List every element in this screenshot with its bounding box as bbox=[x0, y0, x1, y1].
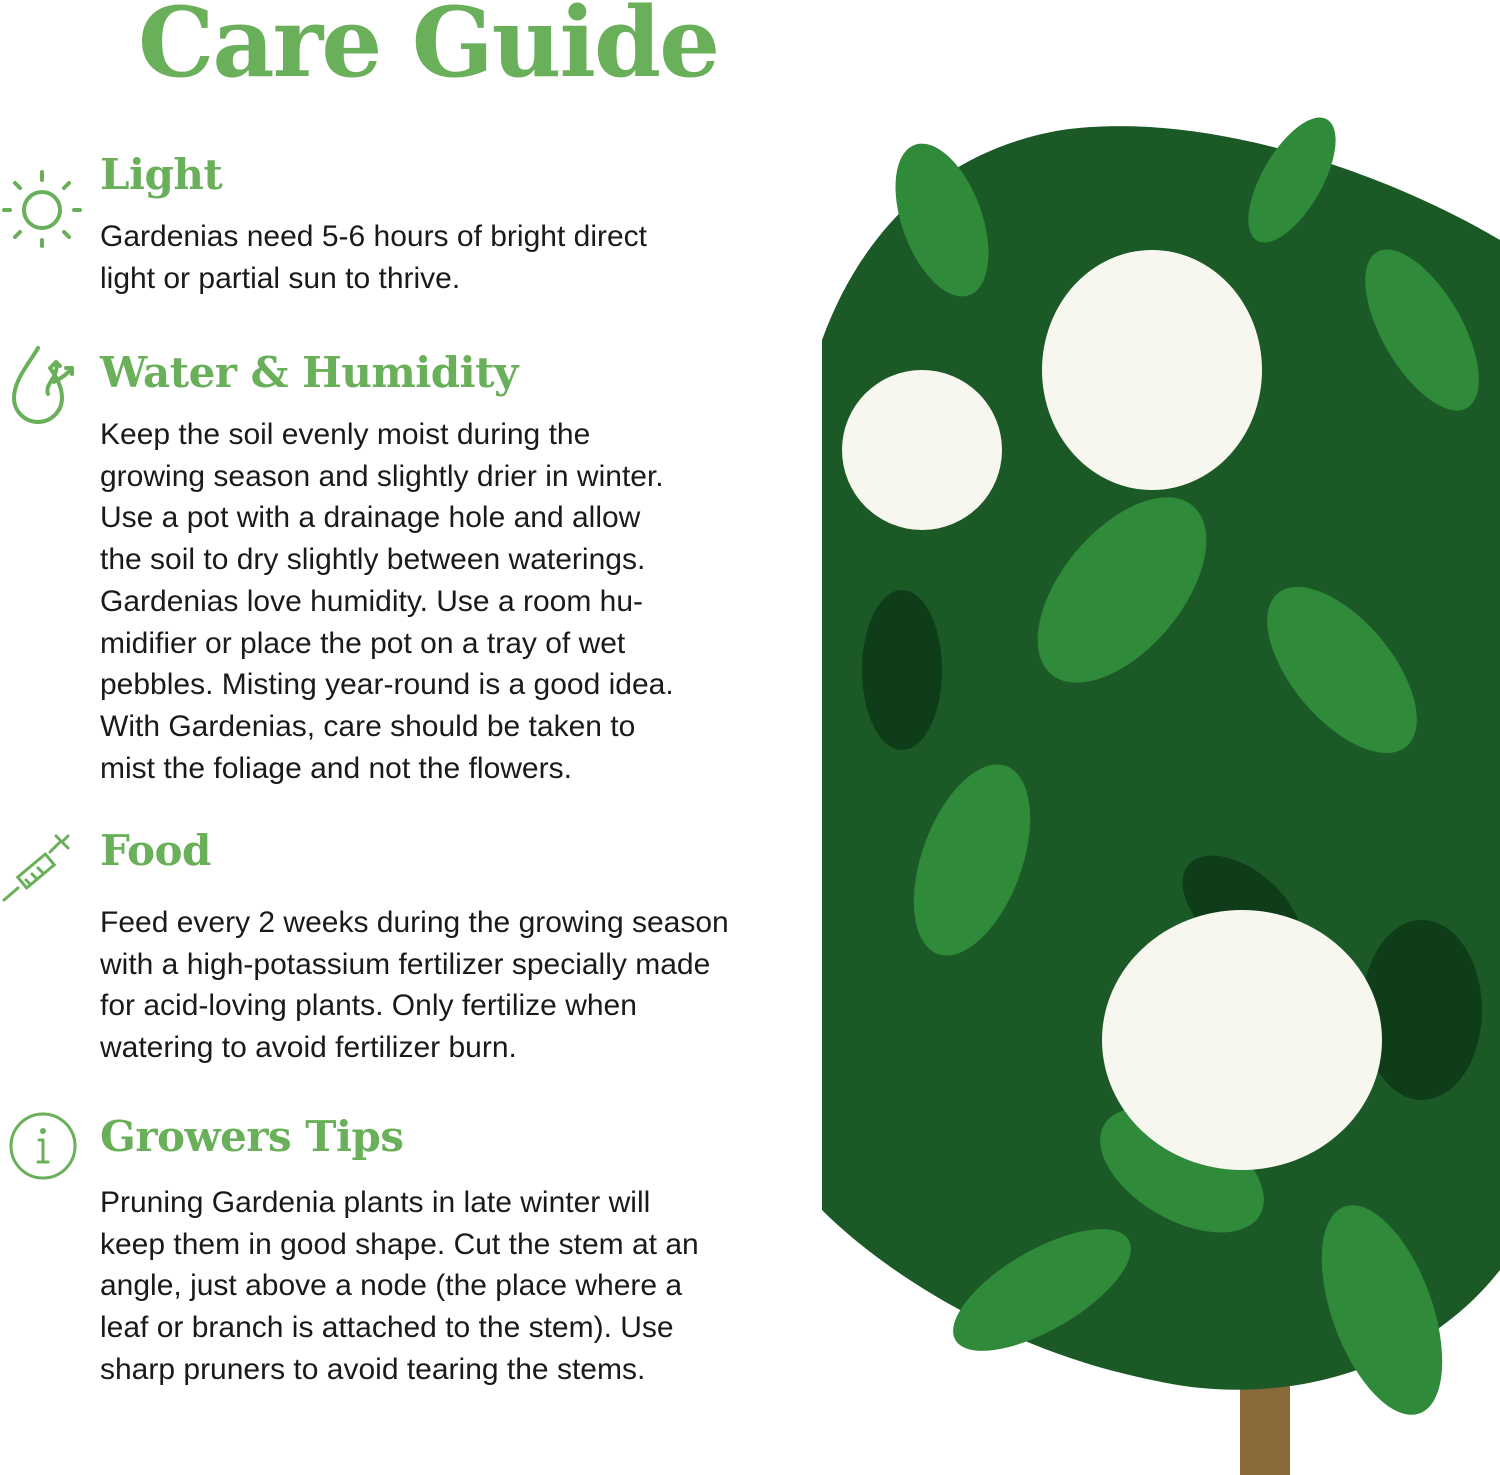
text-line: Gardenias need 5-6 hours of bright direct bbox=[100, 220, 647, 253]
fertilizer-syringe-icon bbox=[0, 828, 90, 918]
text-line: Use a pot with a drainage hole and allow bbox=[100, 501, 641, 535]
text-line: Feed every 2 weeks during the growing season bbox=[100, 906, 729, 939]
text-line: growing season and slightly drier in winter. bbox=[100, 459, 664, 493]
section-heading: Growers Tips bbox=[100, 1112, 404, 1161]
text-line: Gardenias love humidity. Use a room hu- bbox=[100, 584, 644, 618]
text-line: the soil to dry slightly between waterings. bbox=[100, 543, 646, 577]
text-line: angle, just above a node (the place where a bbox=[100, 1269, 683, 1303]
text-line: keep them in good shape. Cut the stem at an bbox=[100, 1227, 699, 1261]
text-line: pebbles. Misting year-round is a good idea. bbox=[100, 668, 674, 702]
section-heading: Water & Humidity bbox=[100, 348, 518, 397]
text-line: midifier or place the pot on a tray of wet bbox=[100, 626, 626, 660]
section-heading: Light bbox=[100, 150, 223, 199]
section-body bbox=[100, 414, 674, 789]
page-title: Care Guide bbox=[138, 0, 719, 99]
section-body bbox=[100, 902, 729, 1069]
section-body bbox=[100, 216, 647, 299]
text-line: light or partial sun to thrive. bbox=[100, 261, 461, 295]
text-line: mist the foliage and not the flowers. bbox=[100, 751, 572, 785]
water-drop-icon bbox=[0, 342, 90, 432]
section-body bbox=[100, 1182, 699, 1391]
text-line: Pruning Gardenia plants in late winter will bbox=[100, 1186, 651, 1219]
info-icon bbox=[0, 1106, 90, 1196]
text-line: leaf or branch is attached to the stem). Use bbox=[100, 1311, 674, 1345]
text-line: with a high-potassium fertilizer specially made bbox=[100, 947, 711, 981]
gardenia-plant-photo bbox=[822, 110, 1500, 1475]
text-line: watering to avoid fertilizer burn. bbox=[100, 1031, 517, 1065]
sun-icon bbox=[0, 158, 90, 248]
text-line: With Gardenias, care should be taken to bbox=[100, 709, 636, 743]
section-heading: Food bbox=[100, 826, 211, 875]
text-line: Keep the soil evenly moist during the bbox=[100, 418, 591, 451]
text-line: sharp pruners to avoid tearing the stems. bbox=[100, 1352, 646, 1386]
text-line: for acid-loving plants. Only fertilize when bbox=[100, 989, 637, 1023]
